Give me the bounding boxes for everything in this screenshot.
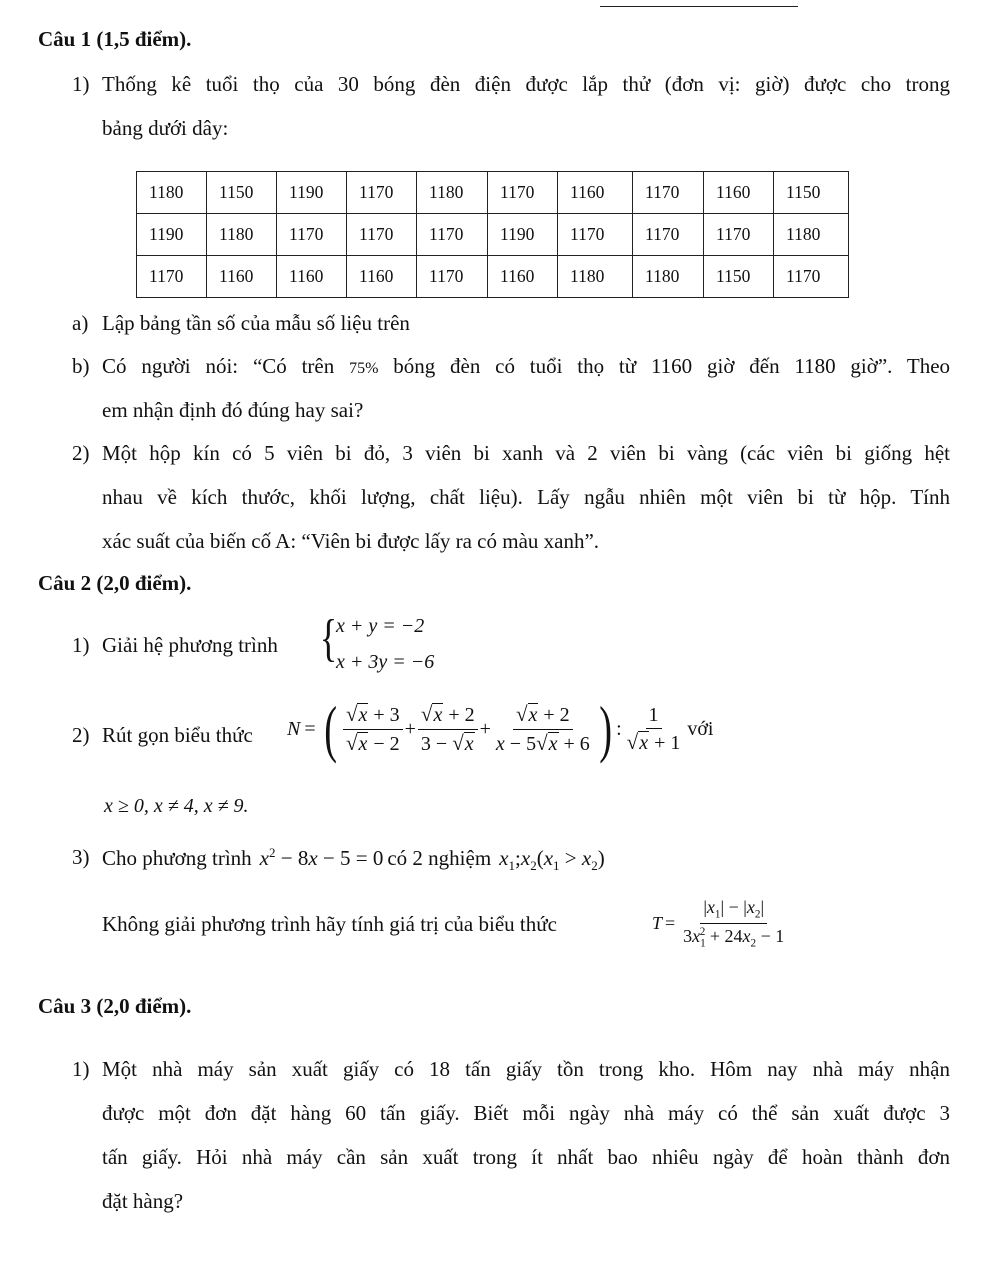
table-cell: 1160 — [704, 172, 774, 214]
q3-heading: Câu 3 (2,0 điểm). — [38, 994, 192, 1018]
q3-p1-line2: được một đơn đặt hàng 60 tấn giấy. Biết mỗi ngày nhà máy có thể sản xuất được 3 — [102, 1101, 950, 1125]
table-cell: 1170 — [277, 214, 347, 256]
table-cell: 1170 — [417, 256, 488, 298]
table-cell: 1180 — [633, 256, 704, 298]
table-cell: 1170 — [558, 214, 633, 256]
q1-p2-line2: nhau về kích thước, khối lượng, chất liệu). Lấy ngẫu nhiên một viên bi từ hộp. Tính — [102, 485, 950, 509]
q2-p3-line1 — [102, 845, 605, 874]
q1-b-line2: em nhận định đó đúng hay sai? — [102, 398, 364, 422]
table-cell: 1170 — [417, 214, 488, 256]
frac-4: $\frac{1}{√x + 1}$ — [626, 703, 681, 754]
table-cell: 1180 — [417, 172, 488, 214]
table-row — [137, 172, 849, 214]
table-cell: 1150 — [704, 256, 774, 298]
system-brace: { — [319, 610, 338, 667]
q1-p1-line1: Thống kê tuổi thọ của 30 bóng đèn điện được lắp thử (đơn vị: giờ) được cho trong — [102, 72, 950, 96]
table-cell: 1190 — [137, 214, 207, 256]
q2-p3-num: 3) — [72, 845, 90, 869]
table-cell: 1180 — [137, 172, 207, 214]
system-eq1: x + y = −2 — [336, 615, 425, 637]
table-cell: 1150 — [774, 172, 849, 214]
frac-3: $\frac{√x + 2}{x - 5√x + 6}$ — [495, 702, 590, 755]
frac-1: $\frac{√x + 3}{√x - 2}$ — [343, 703, 403, 754]
table-cell: 1190 — [277, 172, 347, 214]
q1-p2-line3: xác suất của biến cố A: “Viên bi được lấy ra có màu xanh”. — [102, 529, 600, 553]
table-cell: 1160 — [488, 256, 558, 298]
q2-p1-num: 1) — [72, 633, 90, 657]
table-cell: 1170 — [488, 172, 558, 214]
table-cell: 1150 — [207, 172, 277, 214]
q2-heading: Câu 2 (2,0 điểm). — [38, 571, 192, 595]
q1-p1-num: 1) — [72, 72, 90, 96]
q1-p2-line1: Một hộp kín có 5 viên bi đỏ, 3 viên bi xanh và 2 viên bi vàng (các viên bi giống hệt — [102, 441, 950, 465]
q1-b-pre: Có người nói: “Có trên — [102, 354, 335, 378]
q1-b-percent: 75% — [349, 360, 379, 377]
q2-p3-text: Cho phương trình — [102, 846, 252, 870]
q2-p2-text: Rút gọn biểu thức — [102, 723, 253, 747]
table-cell: 1170 — [347, 214, 417, 256]
q2-p2-num: 2) — [72, 723, 90, 747]
lifetime-table — [136, 171, 849, 298]
q2-p2-with: với — [687, 717, 714, 740]
q1-a-num: a) — [72, 311, 89, 335]
quadratic-equation: $x^2 - 8x - 5 = 0$ — [259, 845, 384, 870]
q1-heading: Câu 1 (1,5 điểm). — [38, 27, 192, 51]
q2-p3-line2: Không giải phương trình hãy tính giá trị của biểu thức — [102, 912, 557, 936]
table-cell: 1170 — [633, 214, 704, 256]
top-rule — [600, 6, 798, 7]
table-cell: 1160 — [207, 256, 277, 298]
table-cell: 1160 — [277, 256, 347, 298]
table-cell: 1180 — [774, 214, 849, 256]
table-cell: 1190 — [488, 214, 558, 256]
q3-p1-num: 1) — [72, 1057, 90, 1081]
q3-p1-line4: đặt hàng? — [102, 1189, 184, 1213]
q2-p2-condition: x ≥ 0, x ≠ 4, x ≠ 9. — [104, 795, 249, 817]
q1-b-post: bóng đèn có tuổi thọ từ 1160 giờ đến 1180 giờ”. Theo — [393, 354, 951, 378]
frac-2: $\frac{√x + 2}{3 - √x}$ — [418, 703, 478, 754]
table-cell: 1170 — [137, 256, 207, 298]
table-cell: 1170 — [347, 172, 417, 214]
table-cell: 1170 — [633, 172, 704, 214]
expression-N: N = ( $\frac{√x + 3}{√x - 2}$ + $\frac{√x + 2}{3 - √x}$ + $\frac{√x + 2}{x - 5√x + 6}$ ) : $\frac{1}{√x + 1}$ với — [287, 693, 714, 764]
table-cell: 1180 — [207, 214, 277, 256]
table-cell: 1170 — [774, 256, 849, 298]
table-row — [137, 256, 849, 298]
q1-a-text: Lập bảng tần số của mẫu số liệu trên — [102, 311, 410, 335]
expression-T: T = $\frac{|x_1| - |x_2|}{3x_1^2 + 24x_2 - 1}$ — [652, 897, 785, 950]
table-cell: 1160 — [347, 256, 417, 298]
q2-p3-mid: có 2 nghiệm — [387, 846, 492, 870]
q1-p1-line2: bảng dưới dây: — [102, 116, 229, 140]
roots-notation: $x_1;x_2(x_1 > x_2)$ — [499, 846, 605, 874]
system-eq2: x + 3y = −6 — [336, 651, 435, 673]
table-cell: 1170 — [704, 214, 774, 256]
table-row — [137, 214, 849, 256]
q1-b-line1 — [102, 354, 950, 379]
q1-b-num: b) — [72, 354, 90, 378]
q3-p1-line3: tấn giấy. Hỏi nhà máy cần sản xuất trong ít nhất bao nhiêu ngày để hoàn thành đơn — [102, 1145, 950, 1169]
q3-p1-line1: Một nhà máy sản xuất giấy có 18 tấn giấy tồn trong kho. Hôm nay nhà máy nhận — [102, 1057, 950, 1081]
table-cell: 1180 — [558, 256, 633, 298]
q2-p1-text: Giải hệ phương trình — [102, 633, 278, 657]
table-cell: 1160 — [558, 172, 633, 214]
q1-p2-num: 2) — [72, 441, 90, 465]
